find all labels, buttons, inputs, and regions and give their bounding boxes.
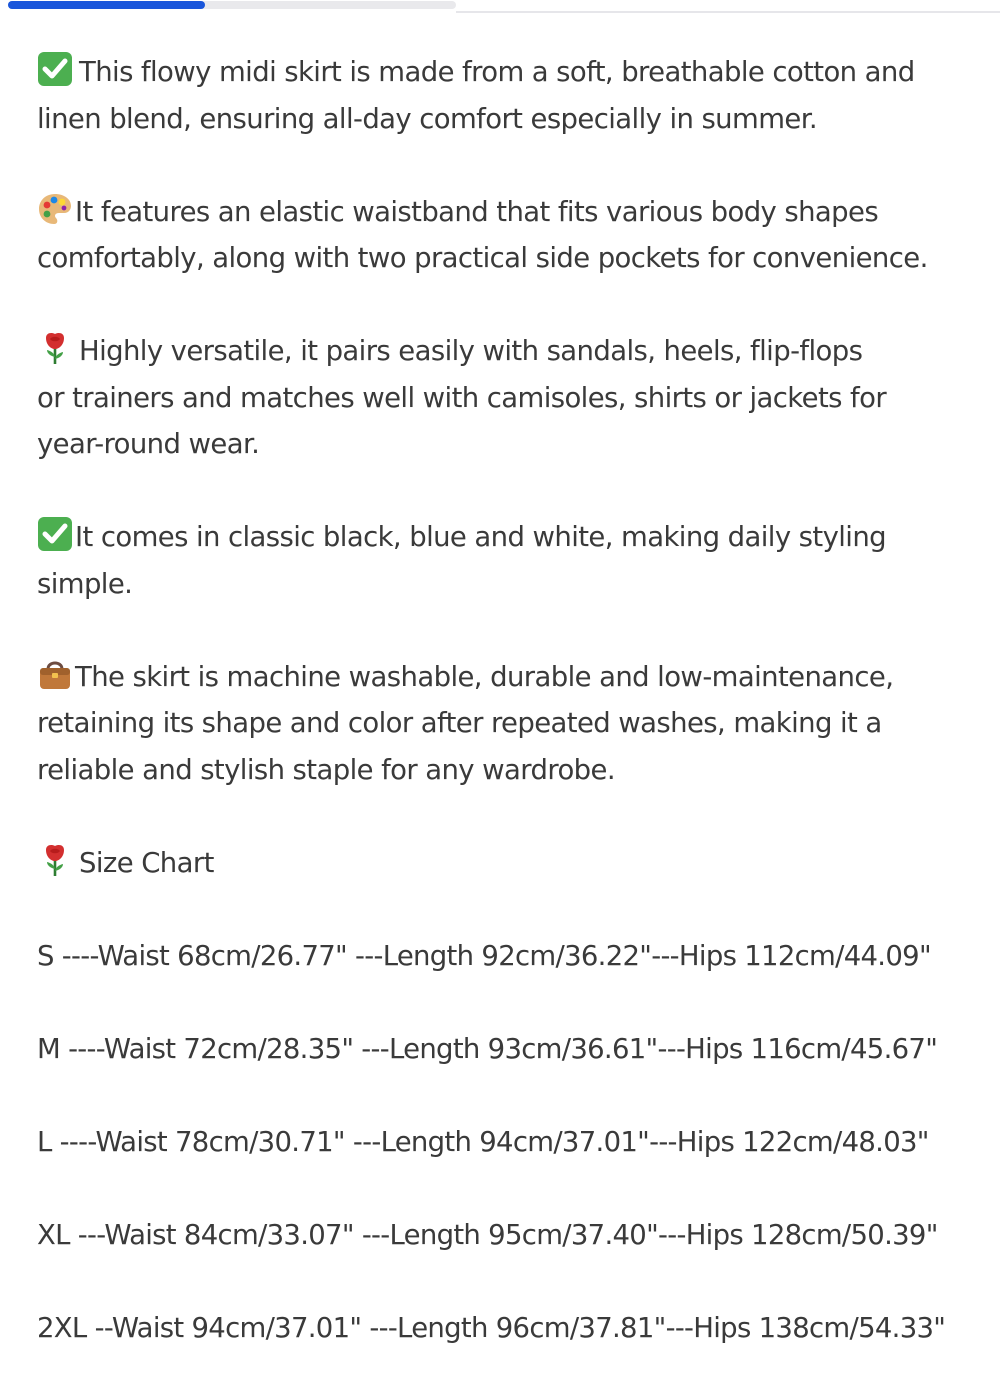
size-chart-title-line	[37, 840, 987, 887]
description-line: comfortably, along with two practical side pockets for convenience.	[37, 242, 928, 274]
description-paragraph-material	[37, 49, 987, 142]
check-mark-icon	[37, 516, 73, 552]
description-line: The skirt is machine washable, durable and low-maintenance,	[37, 654, 987, 701]
handbag-icon	[37, 656, 73, 692]
description-line: It features an elastic waistband that fits various body shapes	[37, 189, 987, 236]
description-line: or trainers and matches well with camisoles, shirts or jackets for	[37, 381, 887, 414]
size-row-xl: XL ---Waist 84cm/33.07" ---Length 95cm/37.40"---Hips 128cm/50.39"	[37, 1218, 938, 1251]
size-row-m: M ----Waist 72cm/28.35" ---Length 93cm/36.61"---Hips 116cm/45.67"	[37, 1032, 938, 1065]
description-line: simple.	[37, 567, 133, 600]
description-line: It comes in classic black, blue and white, making daily styling	[37, 514, 987, 561]
description-paragraph-versatile	[37, 328, 987, 468]
image-progress-bar	[0, 0, 1000, 12]
size-row-s: S ----Waist 68cm/26.77" ---Length 92cm/36.22"---Hips 112cm/44.09"	[37, 939, 931, 972]
size-chart-heading	[37, 840, 987, 887]
description-line: linen blend, ensuring all-day comfort especially in summer.	[37, 102, 818, 135]
palette-icon	[37, 191, 73, 227]
size-row-l: L ----Waist 78cm/30.71" ---Length 94cm/37.01"---Hips 122cm/48.03"	[37, 1125, 929, 1158]
rose-icon	[37, 842, 73, 878]
product-description	[37, 49, 987, 1398]
description-paragraph-colors	[37, 514, 987, 607]
description-paragraph-care	[37, 654, 987, 794]
progress-fill	[8, 1, 205, 9]
size-chart-title: Size Chart	[79, 846, 214, 879]
description-paragraph-waistband	[37, 189, 987, 282]
header-divider	[456, 11, 1000, 13]
description-line: year-round wear.	[37, 428, 260, 460]
rose-icon	[37, 330, 73, 366]
description-line: This flowy midi skirt is made from a soft, breathable cotton and	[37, 49, 987, 96]
description-line: Highly versatile, it pairs easily with sandals, heels, flip-flops	[37, 328, 987, 375]
size-row-2xl: 2XL --Waist 94cm/37.01" ---Length 96cm/37.81"---Hips 138cm/54.33"	[37, 1311, 946, 1344]
description-line: retaining its shape and color after repeated washes, making it a	[37, 707, 882, 739]
check-mark-icon	[37, 51, 73, 87]
description-line: reliable and stylish staple for any wardrobe.	[37, 753, 615, 786]
